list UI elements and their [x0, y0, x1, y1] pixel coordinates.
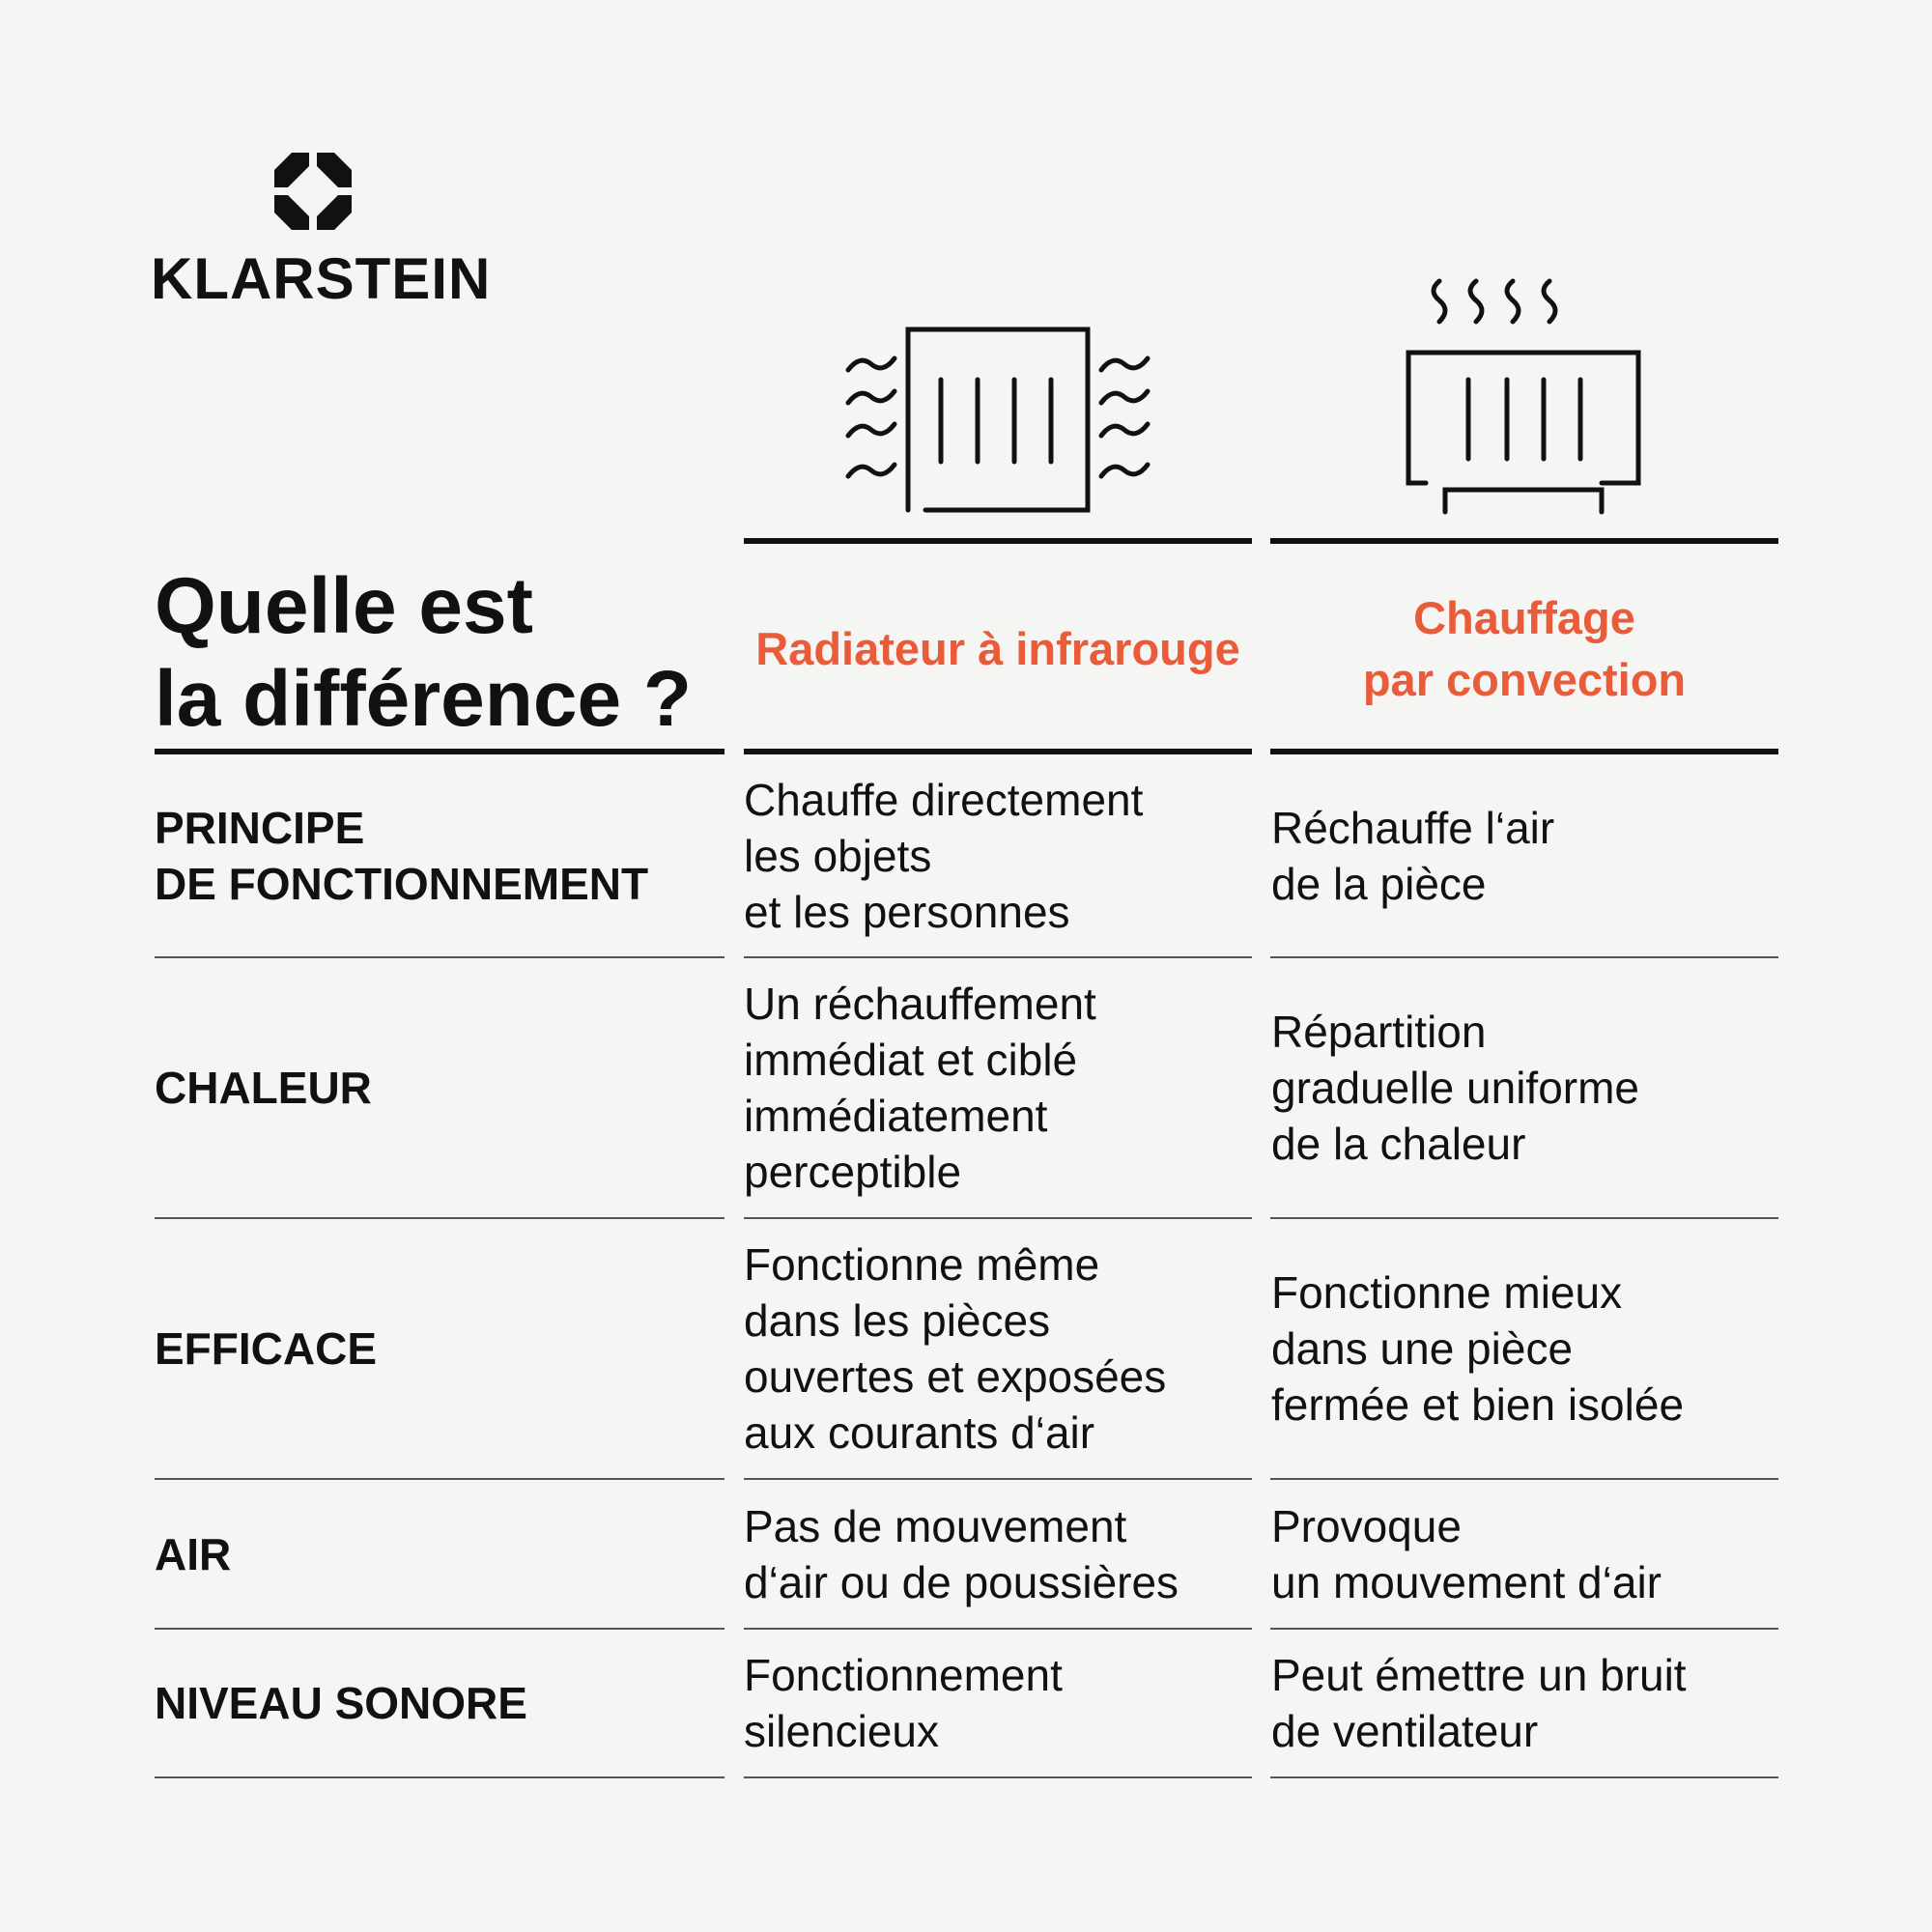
row-divider [155, 1776, 724, 1778]
title-line-2: la différence ? [155, 655, 692, 743]
col-top-rule-convection [1270, 538, 1778, 544]
cell-infrared-efficace: Fonctionne même dans les pièces ouvertes et exposées aux courants d‘air [744, 1239, 1167, 1458]
row-label-air: AIR [155, 1528, 232, 1579]
row-label-chaleur: CHALEUR [155, 1063, 372, 1113]
col-top-rule-infrared [744, 538, 1252, 544]
cell-infrared-principe: Chauffe directement les objets et les personnes [744, 774, 1144, 937]
row-label-principe: PRINCIPE DE FONCTIONNEMENT [155, 802, 649, 909]
row-divider [1270, 1776, 1778, 1778]
column-header-infrared: Radiateur à infrarouge [755, 623, 1240, 674]
cell-convection-chaleur: Répartition graduelle uniforme de la chaleur [1271, 1007, 1640, 1169]
cell-convection-niveau-sonore: Peut émettre un bruit de ventilateur [1271, 1650, 1687, 1756]
convection-heater-icon [1403, 275, 1646, 515]
row-label-niveau-sonore: NIVEAU SONORE [155, 1678, 527, 1728]
title-line-1: Quelle est [155, 562, 533, 650]
row-label-efficace: EFFICACE [155, 1323, 377, 1374]
klarstein-diamond-logo-icon [274, 153, 352, 230]
cell-infrared-niveau-sonore: Fonctionnement silencieux [744, 1650, 1063, 1756]
brand-name: KLARSTEIN [151, 246, 492, 311]
column-header-convection: Chauffage par convection [1362, 592, 1687, 705]
cell-infrared-air: Pas de mouvement d‘air ou de poussières [744, 1500, 1179, 1607]
cell-convection-principe: Réchauffe l‘air de la pièce [1271, 802, 1555, 909]
cell-infrared-chaleur: Un réchauffement immédiat et ciblé immédiatement perceptible [744, 979, 1096, 1197]
cell-convection-efficace: Fonctionne mieux dans une pièce fermée et bien isolée [1271, 1267, 1685, 1430]
infrared-radiator-icon [838, 322, 1153, 515]
page-title [155, 560, 692, 746]
row-divider [744, 1776, 1252, 1778]
cell-convection-air: Provoque un mouvement d‘air [1271, 1500, 1662, 1607]
